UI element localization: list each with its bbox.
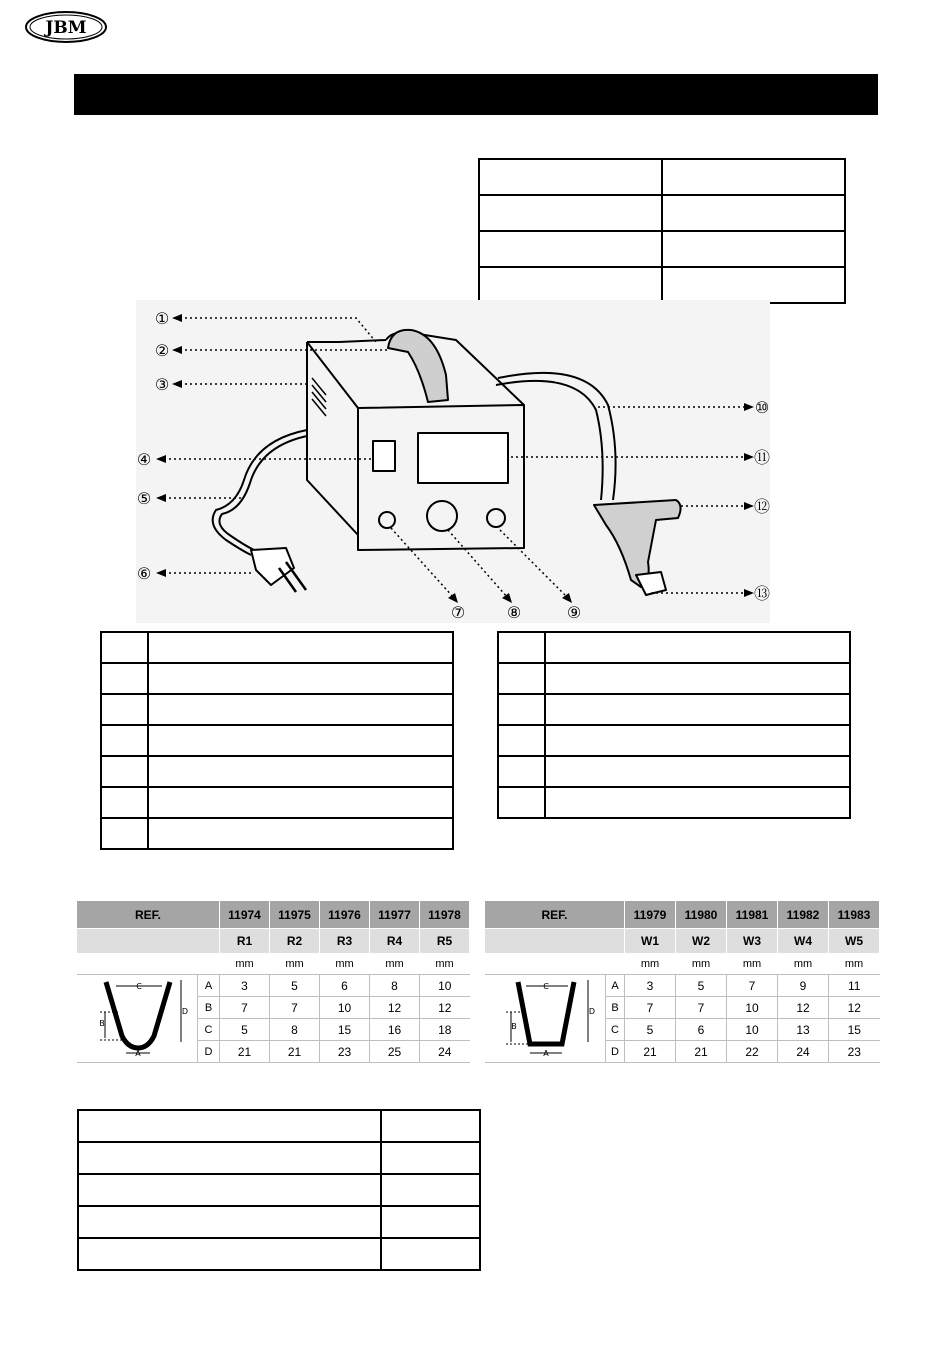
- value-cell: 12: [778, 997, 829, 1019]
- value-cell: 18: [420, 1019, 470, 1041]
- callout-9: ⑨: [566, 603, 582, 622]
- part-number-cell: [101, 818, 148, 849]
- callout-3: ③: [154, 375, 170, 394]
- ref-cell: 11981: [727, 901, 778, 929]
- value-cell: 23: [829, 1041, 880, 1063]
- specifications-table: [478, 158, 846, 304]
- value-cell: 12: [829, 997, 880, 1019]
- jbm-logo: [24, 10, 108, 44]
- value-cell: 7: [676, 997, 727, 1019]
- part-name-cell: [148, 756, 453, 787]
- value-cell: 15: [320, 1019, 370, 1041]
- diagram-label-c: C: [543, 982, 549, 991]
- part-name-cell: [148, 632, 453, 663]
- dim-label: B: [606, 997, 625, 1019]
- unit-cell: mm: [676, 953, 727, 975]
- part-number-cell: [101, 756, 148, 787]
- diagram-label-d: D: [588, 1007, 596, 1016]
- unit-cell: mm: [320, 953, 370, 975]
- part-number-cell: [101, 725, 148, 756]
- accessory-cell: [78, 1174, 381, 1206]
- value-cell: 8: [370, 975, 420, 997]
- value-cell: 6: [676, 1019, 727, 1041]
- diagram-label-b: B: [511, 1022, 517, 1031]
- accessory-cell: [78, 1206, 381, 1238]
- dim-label: A: [606, 975, 625, 997]
- code-cell: W5: [829, 929, 880, 954]
- code-cell: W3: [727, 929, 778, 954]
- value-cell: 11: [829, 975, 880, 997]
- ref-cell: 11982: [778, 901, 829, 929]
- value-cell: 25: [370, 1041, 420, 1063]
- part-name-cell: [545, 694, 850, 725]
- ref-header: REF.: [77, 901, 220, 929]
- value-cell: 23: [320, 1041, 370, 1063]
- value-cell: 3: [625, 975, 676, 997]
- part-number-cell: [498, 663, 545, 694]
- value-cell: 9: [778, 975, 829, 997]
- part-number-cell: [101, 694, 148, 725]
- accessory-qty-cell: [381, 1206, 480, 1238]
- spec-cell: [479, 267, 662, 303]
- spec-cell: [662, 231, 845, 267]
- spec-cell: [479, 195, 662, 231]
- part-name-cell: [148, 725, 453, 756]
- part-number-cell: [498, 632, 545, 663]
- callout-2: ②: [154, 341, 170, 360]
- value-cell: 21: [625, 1041, 676, 1063]
- parts-table-left: [100, 631, 454, 850]
- ref-cell: 11974: [220, 901, 270, 929]
- diagram-label-b: B: [99, 1019, 105, 1028]
- value-cell: 5: [676, 975, 727, 997]
- code-cell: R5: [420, 929, 470, 954]
- callout-8: ⑧: [506, 603, 522, 622]
- spec-cell: [662, 159, 845, 195]
- callout-10: ⑩: [754, 398, 770, 417]
- value-cell: 5: [270, 975, 320, 997]
- code-header-blank: [485, 929, 625, 954]
- value-cell: 16: [370, 1019, 420, 1041]
- part-name-cell: [545, 632, 850, 663]
- value-cell: 15: [829, 1019, 880, 1041]
- ref-cell: 11976: [320, 901, 370, 929]
- code-cell: W4: [778, 929, 829, 954]
- spec-cell: [662, 195, 845, 231]
- accessory-qty-cell: [381, 1142, 480, 1174]
- part-name-cell: [545, 787, 850, 818]
- value-cell: 7: [220, 997, 270, 1019]
- value-cell: 7: [625, 997, 676, 1019]
- value-cell: 13: [778, 1019, 829, 1041]
- accessory-cell: [78, 1110, 381, 1142]
- parts-table-right: [497, 631, 851, 819]
- nozzle-table-round: [77, 901, 470, 1063]
- ref-header: REF.: [485, 901, 625, 929]
- ref-cell: 11980: [676, 901, 727, 929]
- accessory-qty-cell: [381, 1110, 480, 1142]
- unit-cell: mm: [727, 953, 778, 975]
- code-cell: R1: [220, 929, 270, 954]
- unit-cell: mm: [625, 953, 676, 975]
- part-number-cell: [498, 694, 545, 725]
- part-number-cell: [498, 787, 545, 818]
- value-cell: 5: [625, 1019, 676, 1041]
- wide-nozzle-diagram: [485, 975, 606, 1063]
- part-name-cell: [148, 663, 453, 694]
- value-cell: 21: [220, 1041, 270, 1063]
- value-cell: 10: [727, 997, 778, 1019]
- code-cell: R3: [320, 929, 370, 954]
- value-cell: 10: [727, 1019, 778, 1041]
- value-cell: 7: [727, 975, 778, 997]
- nozzle-table-wide: [485, 901, 880, 1063]
- part-number-cell: [498, 756, 545, 787]
- part-number-cell: [101, 632, 148, 663]
- code-cell: R2: [270, 929, 320, 954]
- ref-cell: 11975: [270, 901, 320, 929]
- value-cell: 3: [220, 975, 270, 997]
- accessories-table: [77, 1109, 481, 1271]
- unit-cell: mm: [270, 953, 320, 975]
- part-name-cell: [545, 756, 850, 787]
- value-cell: 12: [420, 997, 470, 1019]
- accessory-cell: [78, 1238, 381, 1270]
- code-cell: R4: [370, 929, 420, 954]
- diagram-label-d: D: [181, 1007, 189, 1016]
- code-cell: W1: [625, 929, 676, 954]
- logo-text: JBM: [45, 18, 87, 38]
- value-cell: 6: [320, 975, 370, 997]
- value-cell: 22: [727, 1041, 778, 1063]
- dim-label: A: [198, 975, 220, 997]
- diagram-label-c: C: [136, 982, 142, 991]
- accessory-qty-cell: [381, 1238, 480, 1270]
- part-number-cell: [101, 663, 148, 694]
- spec-cell: [662, 267, 845, 303]
- unit-cell: mm: [220, 953, 270, 975]
- code-header-blank: [77, 929, 220, 954]
- callout-1: ①: [154, 309, 170, 328]
- callout-5: ⑤: [136, 489, 152, 508]
- spec-cell: [479, 159, 662, 195]
- callout-4: ④: [136, 450, 152, 469]
- callout-12: ⑫: [753, 497, 770, 516]
- value-cell: 21: [270, 1041, 320, 1063]
- part-name-cell: [148, 694, 453, 725]
- unit-cell: mm: [370, 953, 420, 975]
- callout-13: ⑬: [753, 584, 770, 603]
- unit-cell: mm: [829, 953, 880, 975]
- part-name-cell: [148, 787, 453, 818]
- callout-7: ⑦: [450, 603, 466, 622]
- part-number-cell: [101, 787, 148, 818]
- round-nozzle-diagram: [77, 975, 198, 1063]
- value-cell: 5: [220, 1019, 270, 1041]
- diagram-label-a: A: [543, 1049, 549, 1058]
- accessory-qty-cell: [381, 1174, 480, 1206]
- ref-cell: 11979: [625, 901, 676, 929]
- hot-air-station-drawing: [136, 300, 770, 623]
- section-header-bar: [74, 74, 878, 115]
- value-cell: 24: [420, 1041, 470, 1063]
- part-number-cell: [498, 725, 545, 756]
- unit-cell: mm: [778, 953, 829, 975]
- value-cell: 10: [320, 997, 370, 1019]
- dim-label: C: [198, 1019, 220, 1041]
- value-cell: 10: [420, 975, 470, 997]
- part-name-cell: [148, 818, 453, 849]
- value-cell: 21: [676, 1041, 727, 1063]
- unit-cell: mm: [420, 953, 470, 975]
- dim-label: B: [198, 997, 220, 1019]
- dim-label: D: [606, 1041, 625, 1063]
- callout-11: ⑪: [753, 448, 770, 467]
- value-cell: 8: [270, 1019, 320, 1041]
- value-cell: 24: [778, 1041, 829, 1063]
- code-cell: W2: [676, 929, 727, 954]
- ref-cell: 11983: [829, 901, 880, 929]
- diagram-label-a: A: [135, 1049, 141, 1058]
- ref-cell: 11978: [420, 901, 470, 929]
- part-name-cell: [545, 725, 850, 756]
- part-name-cell: [545, 663, 850, 694]
- accessory-cell: [78, 1142, 381, 1174]
- ref-cell: 11977: [370, 901, 420, 929]
- callout-6: ⑥: [136, 564, 152, 583]
- spec-cell: [479, 231, 662, 267]
- value-cell: 12: [370, 997, 420, 1019]
- dim-label: D: [198, 1041, 220, 1063]
- value-cell: 7: [270, 997, 320, 1019]
- dim-label: C: [606, 1019, 625, 1041]
